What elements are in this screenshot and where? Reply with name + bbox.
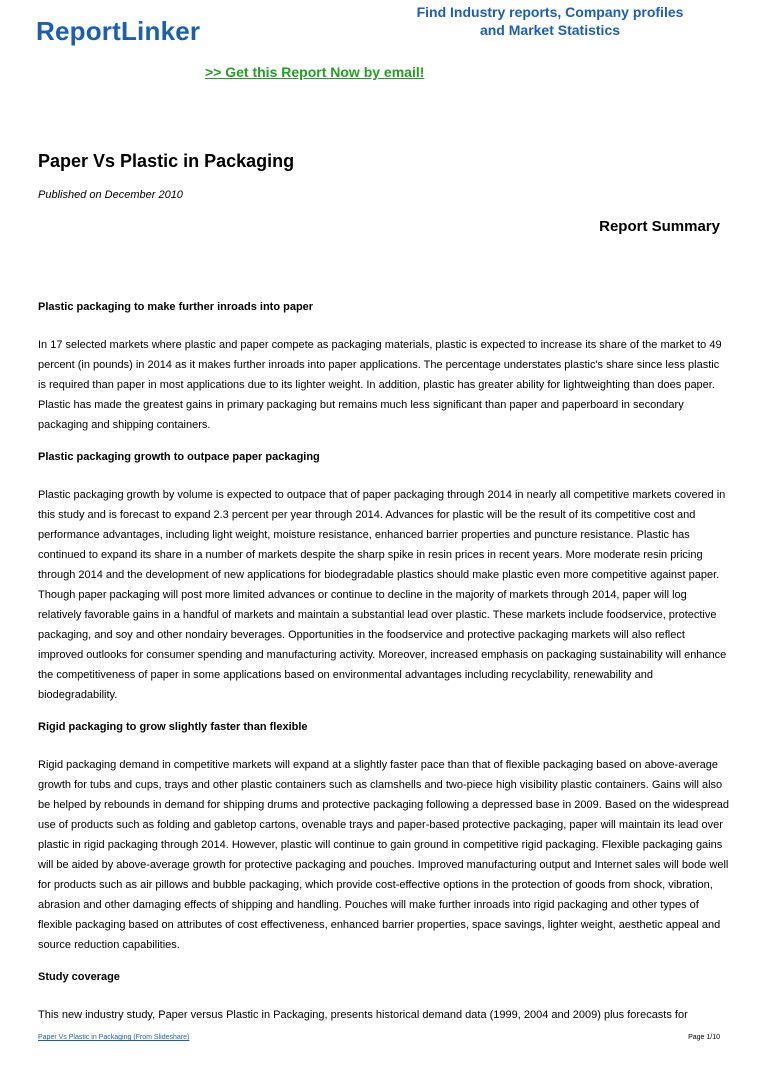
reportlinker-logo[interactable]: ReportLinker [36,16,201,46]
report-body [38,297,730,1037]
section-study-coverage [38,967,730,1025]
section-heading: Plastic packaging to make further inroads into paper [38,301,314,313]
header-tagline [390,3,710,39]
section-paragraph: This new industry study, Paper versus Plastic in Packaging, presents historical demand data (1999, 2004 and 2009) plus forecasts for [38,1009,688,1021]
tagline-line-1: Find Industry reports, Company profiles [416,4,684,20]
section-heading: Study coverage [38,971,120,983]
section-paragraph: In 17 selected markets where plastic and paper compete as packaging materials, plastic is expected to increase its share of the market to 49 percent (in pounds) in 2014 as it makes further inroads into paper applications. The percentage understates plastic's share since less plastic is required than paper in most applications due to its lighter weight. In addition, plastic has greater ability for lightweighting than does paper. Plastic has made the greatest gains in primary packaging but remains much less significant than paper and paperboard in secondary packaging and shipping containers. [38,339,722,431]
report-summary-label: Report Summary [599,218,720,235]
section-inroads [38,297,730,435]
section-paragraph: Plastic packaging growth by volume is expected to outpace that of paper packaging through 2014 in nearly all competitive markets covered in this study and is forecast to expand 2.3 percent per year through 2014. Advances for plastic will be the result of its competitive cost and performance advantages, including light weight, moisture resistance, enhanced barrier properties and puncture resistance. Plastic has continued to expand its share in a number of markets despite the sharp spike in resin prices in recent years. More moderate resin pricing through 2014 and the development of new applications for biodegradable plastics should make plastic even more competitive against paper. Though paper packaging will post more limited advances or continue to decline in the majority of markets through 2014, paper will log relatively favorable gains in a handful of markets and maintain a substantial lead over plastic. These markets include foodservice, protective packaging, and soy and other nondairy beverages. Opportunities in the foodservice and protective packaging markets will also reflect improved outlooks for consumer spending and manufacturing activity. Moreover, increased emphasis on packaging sustainability will enhance the competitiveness of paper in some applications based on environmental advantages including recyclability, renewability and biodegradability. [38,489,727,701]
section-growth [38,447,730,705]
page-number: Page 1/10 [688,1034,720,1041]
section-rigid [38,717,730,955]
footer-source-link[interactable]: Paper Vs Plastic in Packaging (From Slideshare) [38,1034,190,1041]
tagline-line-2: and Market Statistics [479,22,621,38]
section-heading: Plastic packaging growth to outpace paper packaging [38,451,320,463]
published-date: Published on December 2010 [38,189,183,201]
section-paragraph: Rigid packaging demand in competitive markets will expand at a slightly faster pace than that of flexible packaging based on above-average growth for tubs and cups, trays and other plastic containers such as clamshells and two-piece high visibility plastic containers. Gains will also be helped by rebounds in demand for shipping drums and protective packaging following a depressed base in 2009. Based on the widespread use of products such as folding and gabletop cartons, ovenable trays and paper-based protective packaging, paper will maintain its lead over plastic in rigid packaging through 2014. However, plastic will continue to gain ground in competitive rigid packaging. Flexible packaging gains will be aided by above-average growth for protective packaging and pouches. Improved manufacturing output and Internet sales will bode well for products such as air pillows and bubble packaging, which provide cost-effective options in the protection of goods from shock, vibration, abrasion and other damaging effects of shipping and handling. Pouches will make further inroads into rigid packaging and other types of flexible packaging based on attributes of cost effectiveness, enhanced barrier properties, space savings, lighter weight, aesthetic appeal and source reduction capabilities. [38,759,730,951]
report-title: Paper Vs Plastic in Packaging [38,151,295,171]
get-report-link[interactable]: >> Get this Report Now by email! [205,64,425,80]
section-heading: Rigid packaging to grow slightly faster than flexible [38,721,308,733]
